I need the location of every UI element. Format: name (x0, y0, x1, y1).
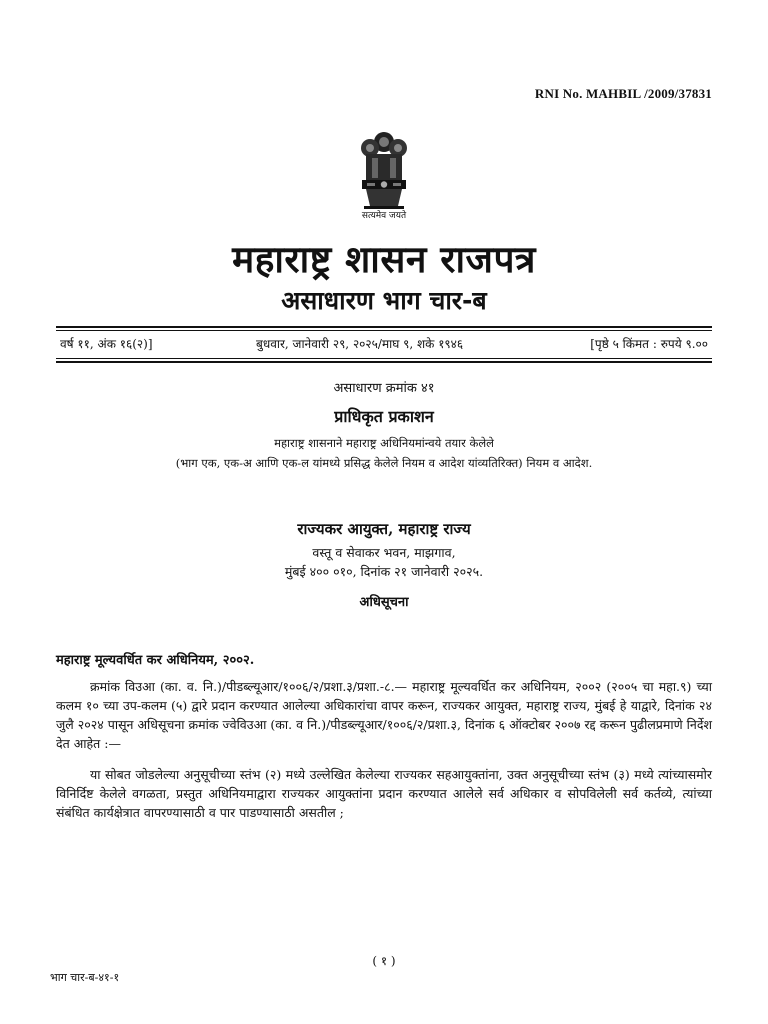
pages-price: [पृष्ठे ५ किंमत : रुपये ९.०० (590, 337, 708, 351)
header-rule-bottom-thin (56, 358, 712, 359)
act-heading: महाराष्ट्र मूल्यवर्धित कर अधिनियम, २००२. (56, 653, 255, 668)
header-rule-top-thin (56, 330, 712, 331)
publication-description-line1: महाराष्ट्र शासनाने महाराष्ट्र अधिनियमांन्वये तयार केलेले (274, 436, 494, 450)
volume-issue: वर्ष ११, अंक १६(२)] (60, 337, 153, 351)
gazette-subtitle: असाधारण भाग चार-ब (281, 286, 487, 315)
header-rule-top (56, 326, 712, 328)
body-paragraph-2: या सोबत जोडलेल्या अनुसूचीच्या स्तंभ (२) मध्ये उल्लेखित केलेल्या राज्यकर सहआयुक्तांना, उक्त अनुसूचीच्या स्तंभ (३) मध्ये त्यांच्यासमोर विनिर्दिष्ट केलेले वगळता, प्रस्तुत अधिनियमाद्वारा राज्यकर आयुक्तांना प्रदान करण्यात आलेले सर्व अधिकार व सोपविलेली सर्व कर्तव्ये, त्यांच्या संबंधित कार्यक्षेत्रात वापरण्यासाठी व पार पाडण्यासाठी असतील ; (56, 767, 712, 820)
publication-description-line2: (भाग एक, एक-अ आणि एक-ल यांमध्ये प्रसिद्ध केलेले नियम व आदेश यांव्यतिरिक्त) नियम व आदेश. (175, 456, 593, 470)
national-emblem-icon (356, 128, 412, 210)
issue-meta-bar (56, 335, 712, 353)
national-motto: सत्यमेव जयते (361, 211, 407, 221)
extraordinary-number: असाधारण क्रमांक ४१ (333, 381, 435, 396)
rni-number: RNI No. MAHBIL /2009/37831 (534, 86, 712, 101)
header-rule-bottom (56, 361, 712, 363)
issuer-name: राज्यकर आयुक्त, महाराष्ट्र राज्य (297, 520, 471, 538)
part-code: भाग चार-ब-४१-१ (50, 971, 120, 984)
issuer-address-line2: मुंबई ४०० ०१०, दिनांक २१ जानेवारी २०२५. (284, 564, 484, 579)
authorized-publication: प्राधिकृत प्रकाशन (334, 407, 434, 426)
issue-date: बुधवार, जानेवारी २९, २०२५/माघ ९, शके १९४६ (256, 337, 464, 351)
page-number: ( १ ) (372, 954, 396, 968)
gazette-title: महाराष्ट्र शासन राजपत्र (232, 238, 536, 281)
notification-heading: अधिसूचना (359, 595, 409, 610)
body-paragraph-1: क्रमांक विउआ (का. व. नि.)/पीडब्ल्यूआर/१००६/२/प्रशा.३/प्रशा.-८.— महाराष्ट्र मूल्यवर्धित कर अधिनियम, २००२ (२००५ चा महा.९) च्या कलम १० च्या उप-कलम (५) द्वारे प्रदान करण्यात आलेल्या अधिकारांचा वापर करून, राज्यकर आयुक्त, महाराष्ट्र राज्य, मुंबई हे याद्वारे, दिनांक २४ जुलै २०२४ पासून अधिसूचना क्रमांक ज्वेविउआ (का. व नि.)/पीडब्ल्यूआर/१००६/२/प्रशा.३, दिनांक ६ ऑक्टोबर २००७ रद्द करून पुढीलप्रमाणे निर्देश देत आहेत :— (56, 679, 712, 751)
issuer-address-line1: वस्तू व सेवाकर भवन, माझगाव, (312, 545, 456, 560)
